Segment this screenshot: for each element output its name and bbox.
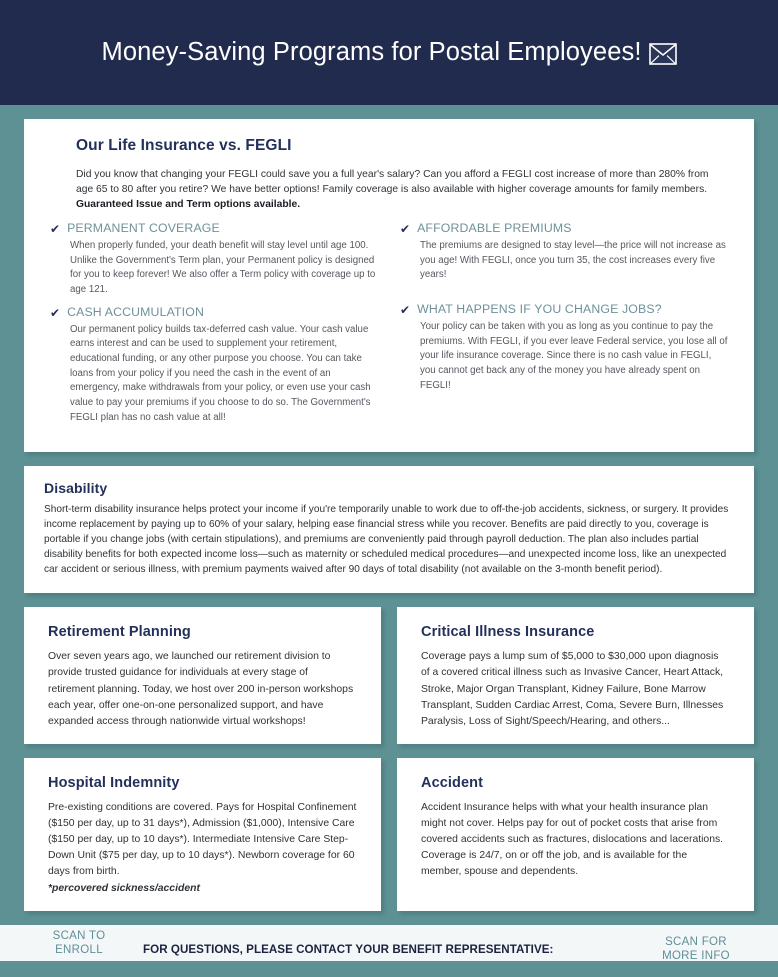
feature-header: [50, 222, 378, 236]
feature-title: PERMANENT COVERAGE: [67, 221, 220, 236]
feature-body: Our permanent policy builds tax-deferred cash value. Your cash value earns interest and can be used to supplement your retirement, educational funding, or any other purpose you choose. You can take loans from your policy if you need the cash in the event of an emergency, make withdrawals from your policy, or even use your cash value to pay your premiums if you choose to do so. The Government's FEGLI plan has no cash value at all!: [70, 323, 371, 423]
feature-permanent-coverage: [50, 222, 378, 298]
header-title-wrap: [101, 38, 676, 67]
feature-title: CASH ACCUMULATION: [67, 304, 204, 319]
feature-cash-accumulation: [50, 306, 378, 426]
disability-card-body: Short-term disability insurance helps protect your income if you're temporarily unable to work due to off-the-job accidents, sickness, or surgery. It provides income replacement by paying up to 60% of your salary, helping ease financial stress while you recover. Benefits are paid directly to you, coverage is portable if you change jobs (with certain stipulations), and premiums are conveniently paid through payroll deduction. The plan also includes partial disability benefits for both expected income loss—such as maternity or scheduled medical procedures—and unexpected income loss, like an unexpected car accident or serious illness, with premium payments waived after 90 days of total disability (not available on the 3-month benefit period).: [44, 503, 729, 576]
fegli-intro-text: Did you know that changing your FEGLI could save you a full year's salary? Can you afford a FEGLI cost increase of more than 280% from age 65 to 80 after you retire? We have better options! Family coverage is also available with higher coverage amounts for family members.: [76, 169, 709, 196]
scan-to-enroll-label: SCAN TO ENROLL: [52, 929, 106, 957]
scan-for-more-info-label: SCAN FOR MORE INFO: [662, 935, 730, 963]
content-area: [0, 105, 778, 911]
feature-title: WHAT HAPPENS IF YOU CHANGE JOBS?: [417, 302, 662, 317]
card-life-insurance-vs-fegli: [24, 119, 754, 452]
feature-title: AFFORDABLE PREMIUMS: [417, 221, 572, 236]
hospital-card-footnote: *percovered sickness/accident: [48, 882, 200, 894]
fegli-columns: [50, 222, 728, 433]
accident-card-title: Accident: [421, 774, 484, 791]
card-retirement-planning: [24, 607, 381, 744]
hospital-card-title: Hospital Indemnity: [48, 774, 180, 791]
checkmark-icon: ✔: [50, 305, 61, 320]
envelope-icon: [649, 43, 677, 65]
fegli-card-title: Our Life Insurance vs. FEGLI: [76, 137, 292, 154]
card-row-middle: [24, 607, 754, 744]
page-footer: [0, 925, 778, 961]
accident-card-body: Accident Insurance helps with what your health insurance plan might not cover. Helps pay for out of pocket costs that arise from covered accidents such as fractures, dislocations and lacerations. Coverage is 24/7, on or off the job, and is available for the member, spouse and dependents.: [421, 801, 724, 878]
feature-body: Your policy can be taken with you as long as you continue to pay the premiums. With FEGLI, if you ever leave Federal service, you lose all of your life insurance coverage. Since there is no cash value in FEGLI, you cannot get back any of the money you have already spent on FEGLI!: [420, 320, 728, 391]
fegli-intro-bold: Guaranteed Issue and Term options available.: [76, 199, 301, 211]
card-critical-illness: [397, 607, 754, 744]
card-hospital-indemnity: [24, 758, 381, 911]
feature-change-jobs: [400, 303, 728, 393]
fegli-column-right: [400, 222, 728, 433]
feature-header: [400, 303, 728, 317]
hospital-card-body: Pre-existing conditions are covered. Pays for Hospital Confinement ($150 per day, up to 31 days*), Admission ($1,000), Intensive Care ($150 per day, up to 10 days*). Intermediate Intensive Care Step-Down Unit ($75 per day, up to 10 days*). Newborn coverage for 60 days from birth.: [48, 801, 357, 878]
feature-header: [50, 306, 378, 320]
checkmark-icon: ✔: [400, 222, 411, 237]
footer-inner: [0, 925, 778, 977]
retirement-card-body: Over seven years ago, we launched our retirement division to provide trusted guidance for individuals at every stage of retirement planning. Today, we host over 200 in-person workshops each year, offer one-on-one personalized support, and have expanded access through nationwide virtual workshops!: [48, 651, 354, 727]
footer-contact-text: FOR QUESTIONS, PLEASE CONTACT YOUR BENEFIT REPRESENTATIVE:: [143, 942, 554, 956]
card-disability: [24, 466, 754, 594]
feature-header: [400, 222, 728, 236]
critical-illness-card-body: Coverage pays a lump sum of $5,000 to $30,000 upon diagnosis of a covered critical illness such as Invasive Cancer, Heart Attack, Stroke, Major Organ Transplant, Kidney Failure, Bone Marrow Transplant, Sudden Cardiac Arrest, Coma, Severe Burn, Illnesses Paralysis, Loss of Sight/Speech/Hearing, and others...: [421, 651, 724, 727]
feature-affordable-premiums: [400, 222, 728, 283]
page-header: [0, 0, 778, 105]
checkmark-icon: ✔: [400, 303, 411, 318]
disability-card-title: Disability: [44, 479, 108, 496]
critical-illness-card-title: Critical Illness Insurance: [421, 624, 595, 641]
fegli-intro-paragraph: [76, 167, 728, 212]
card-row-bottom: [24, 758, 754, 911]
card-accident: [397, 758, 754, 911]
page-title: Money-Saving Programs for Postal Employees!: [101, 38, 642, 66]
feature-body: The premiums are designed to stay level—the price will not increase as you age! With FEGLI, once you turn 35, the cost increases every five years!: [420, 239, 726, 281]
feature-body: When properly funded, your death benefit will stay level until age 100. Unlike the Government's Term plan, your Permanent policy is designed for you to keep forever! We also offer a Term policy with coverage up to age 121.: [70, 239, 376, 296]
retirement-card-title: Retirement Planning: [48, 624, 191, 641]
checkmark-icon: ✔: [50, 222, 61, 237]
fegli-column-left: [50, 222, 378, 433]
